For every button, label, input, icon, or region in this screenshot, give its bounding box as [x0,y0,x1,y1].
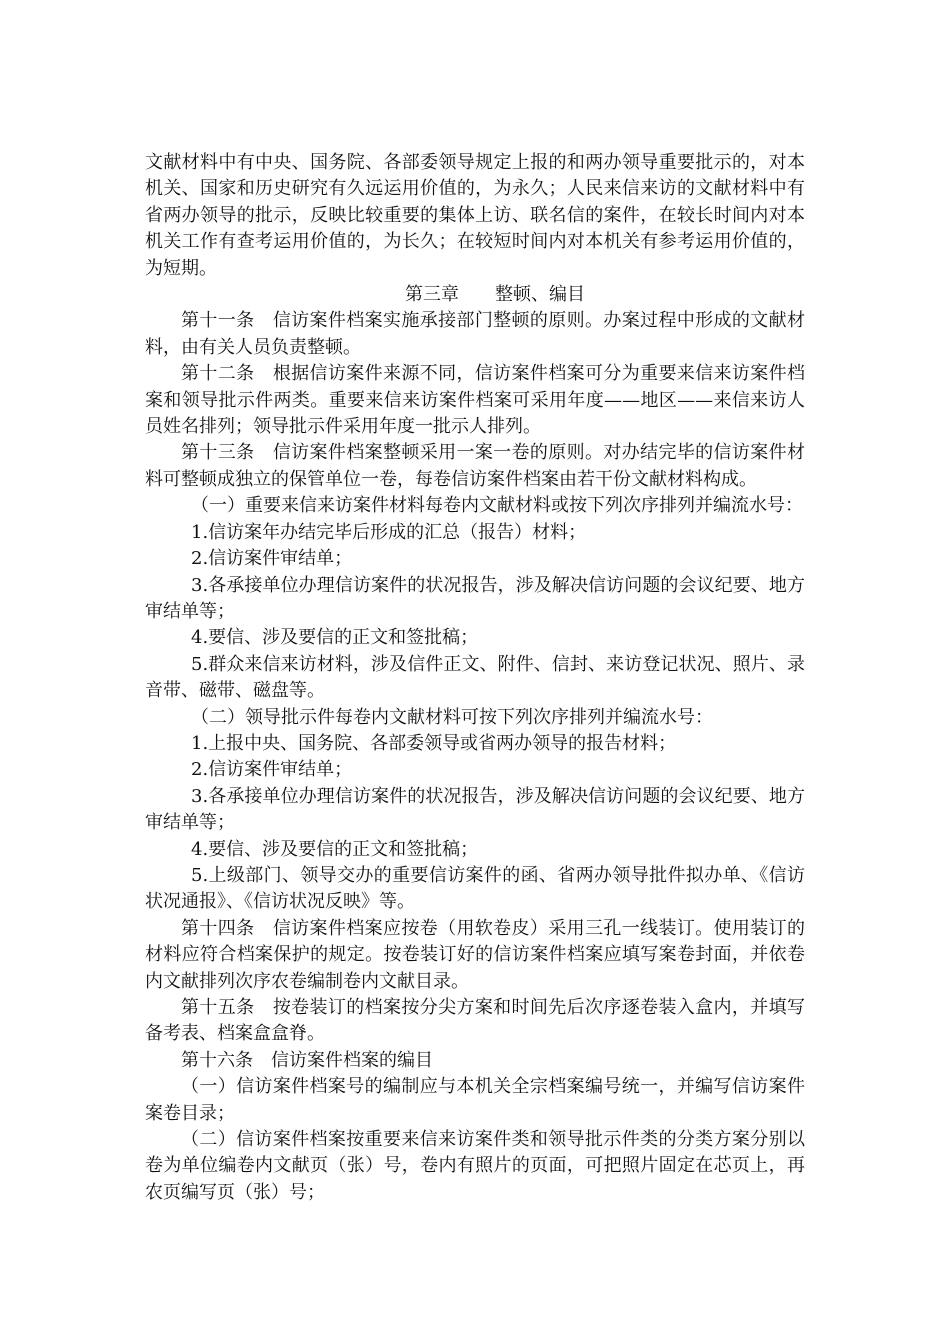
section-2-item: 3.各承接单位办理信访案件的状况报告，涉及解决信访问题的会议纪要、地方审结单等； [145,785,805,834]
article-14: 第十四条 信访案件档案应按卷（用软卷皮）采用三孔一线装订。使用装订的材料应符合档案保护的规定。按卷装订好的信访案件档案应填写案卷封面，并依卷内文献排列次序农卷编制卷内文献目录。 [145,917,805,992]
article-16-sub-2: （二）信访案件档案按重要来信来访案件类和领导批示件类的分类方案分别以卷为单位编卷内文献页（张）号，卷内有照片的页面，可把照片固定在芯页上，再农页编写页（张）号； [145,1129,805,1203]
section-1-item: 4.要信、涉及要信的正文和签批稿； [191,627,479,649]
section-1-item: 5.群众来信来访材料，涉及信件正文、附件、信封、来访登记状况、照片、录音带、磁带、磁盘等。 [145,653,805,702]
section-1-title: （一）重要来信来访案件材料每卷内文献材料或按下列次序排列并编流水号： [191,495,803,517]
section-1-item: 2.信访案件审结单； [191,548,353,570]
chapter-heading [145,282,805,308]
section-2-item: 2.信访案件审结单； [191,759,353,781]
article-11: 第十一条 信访案件档案实施承接部门整顿的原则。办案过程中形成的文献材料，由有关人员负责整顿。 [145,310,805,358]
article-15: 第十五条 按卷装订的档案按分尖方案和时间先后次序逐卷装入盒内，并填写备考表、档案盒盒脊。 [145,997,805,1045]
section-2-item: 1.上报中央、国务院、各部委领导或省两办领导的报告材料； [191,732,677,754]
article-12: 第十二条 根据信访案件来源不同，信访案件档案可分为重要来信来访案件档案和领导批示件两类。重要来信来访案件档案可采用年度——地区——来信来访人员姓名排列；领导批示件采用年度一批示人排列。 [145,363,805,438]
document-body [145,150,805,1206]
section-2-item: 5.上级部门、领导交办的重要信访案件的函、省两办领导批件拟办单、《信访状况通报》、《信访状况反映》等。 [145,864,805,913]
article-13: 第十三条 信访案件档案整顿采用一案一卷的原则。对办结完毕的信访案件材料可整顿成独立的保管单位一卷，每卷信访案件档案由若干份文献材料构成。 [145,442,805,490]
intro-paragraph: 文献材料中有中央、国务院、各部委领导规定上报的和两办领导重要批示的，对本机关、国家和历史研究有久远运用价值的，为永久；人民来信来访的文献材料中有省两办领导的批示，反映比较重要的集体上访、联名信的案件，在较长时间内对本机关工作有查考运用价值的，为长久；在较短时间内对本机关有参考运用价值的，为短期。 [145,152,805,279]
article-16-sub-1: （一）信访案件档案号的编制应与本机关全宗档案编号统一，并编写信访案件案卷目录； [145,1076,805,1124]
section-2-item: 4.要信、涉及要信的正文和签批稿； [191,838,479,860]
article-16: 第十六条 信访案件档案的编目 [181,1049,433,1071]
section-1-item: 1.信访案年办结完毕后形成的汇总（报告）材料； [191,521,587,543]
chapter-title: 整顿、编目 [495,284,585,306]
section-1-item: 3.各承接单位办理信访案件的状况报告，涉及解决信访问题的会议纪要、地方审结单等； [145,574,805,622]
section-2-title: （二）领导批示件每卷内文献材料可按下列次序排列并编流水号： [191,706,713,728]
chapter-number: 第三章 [405,284,459,306]
